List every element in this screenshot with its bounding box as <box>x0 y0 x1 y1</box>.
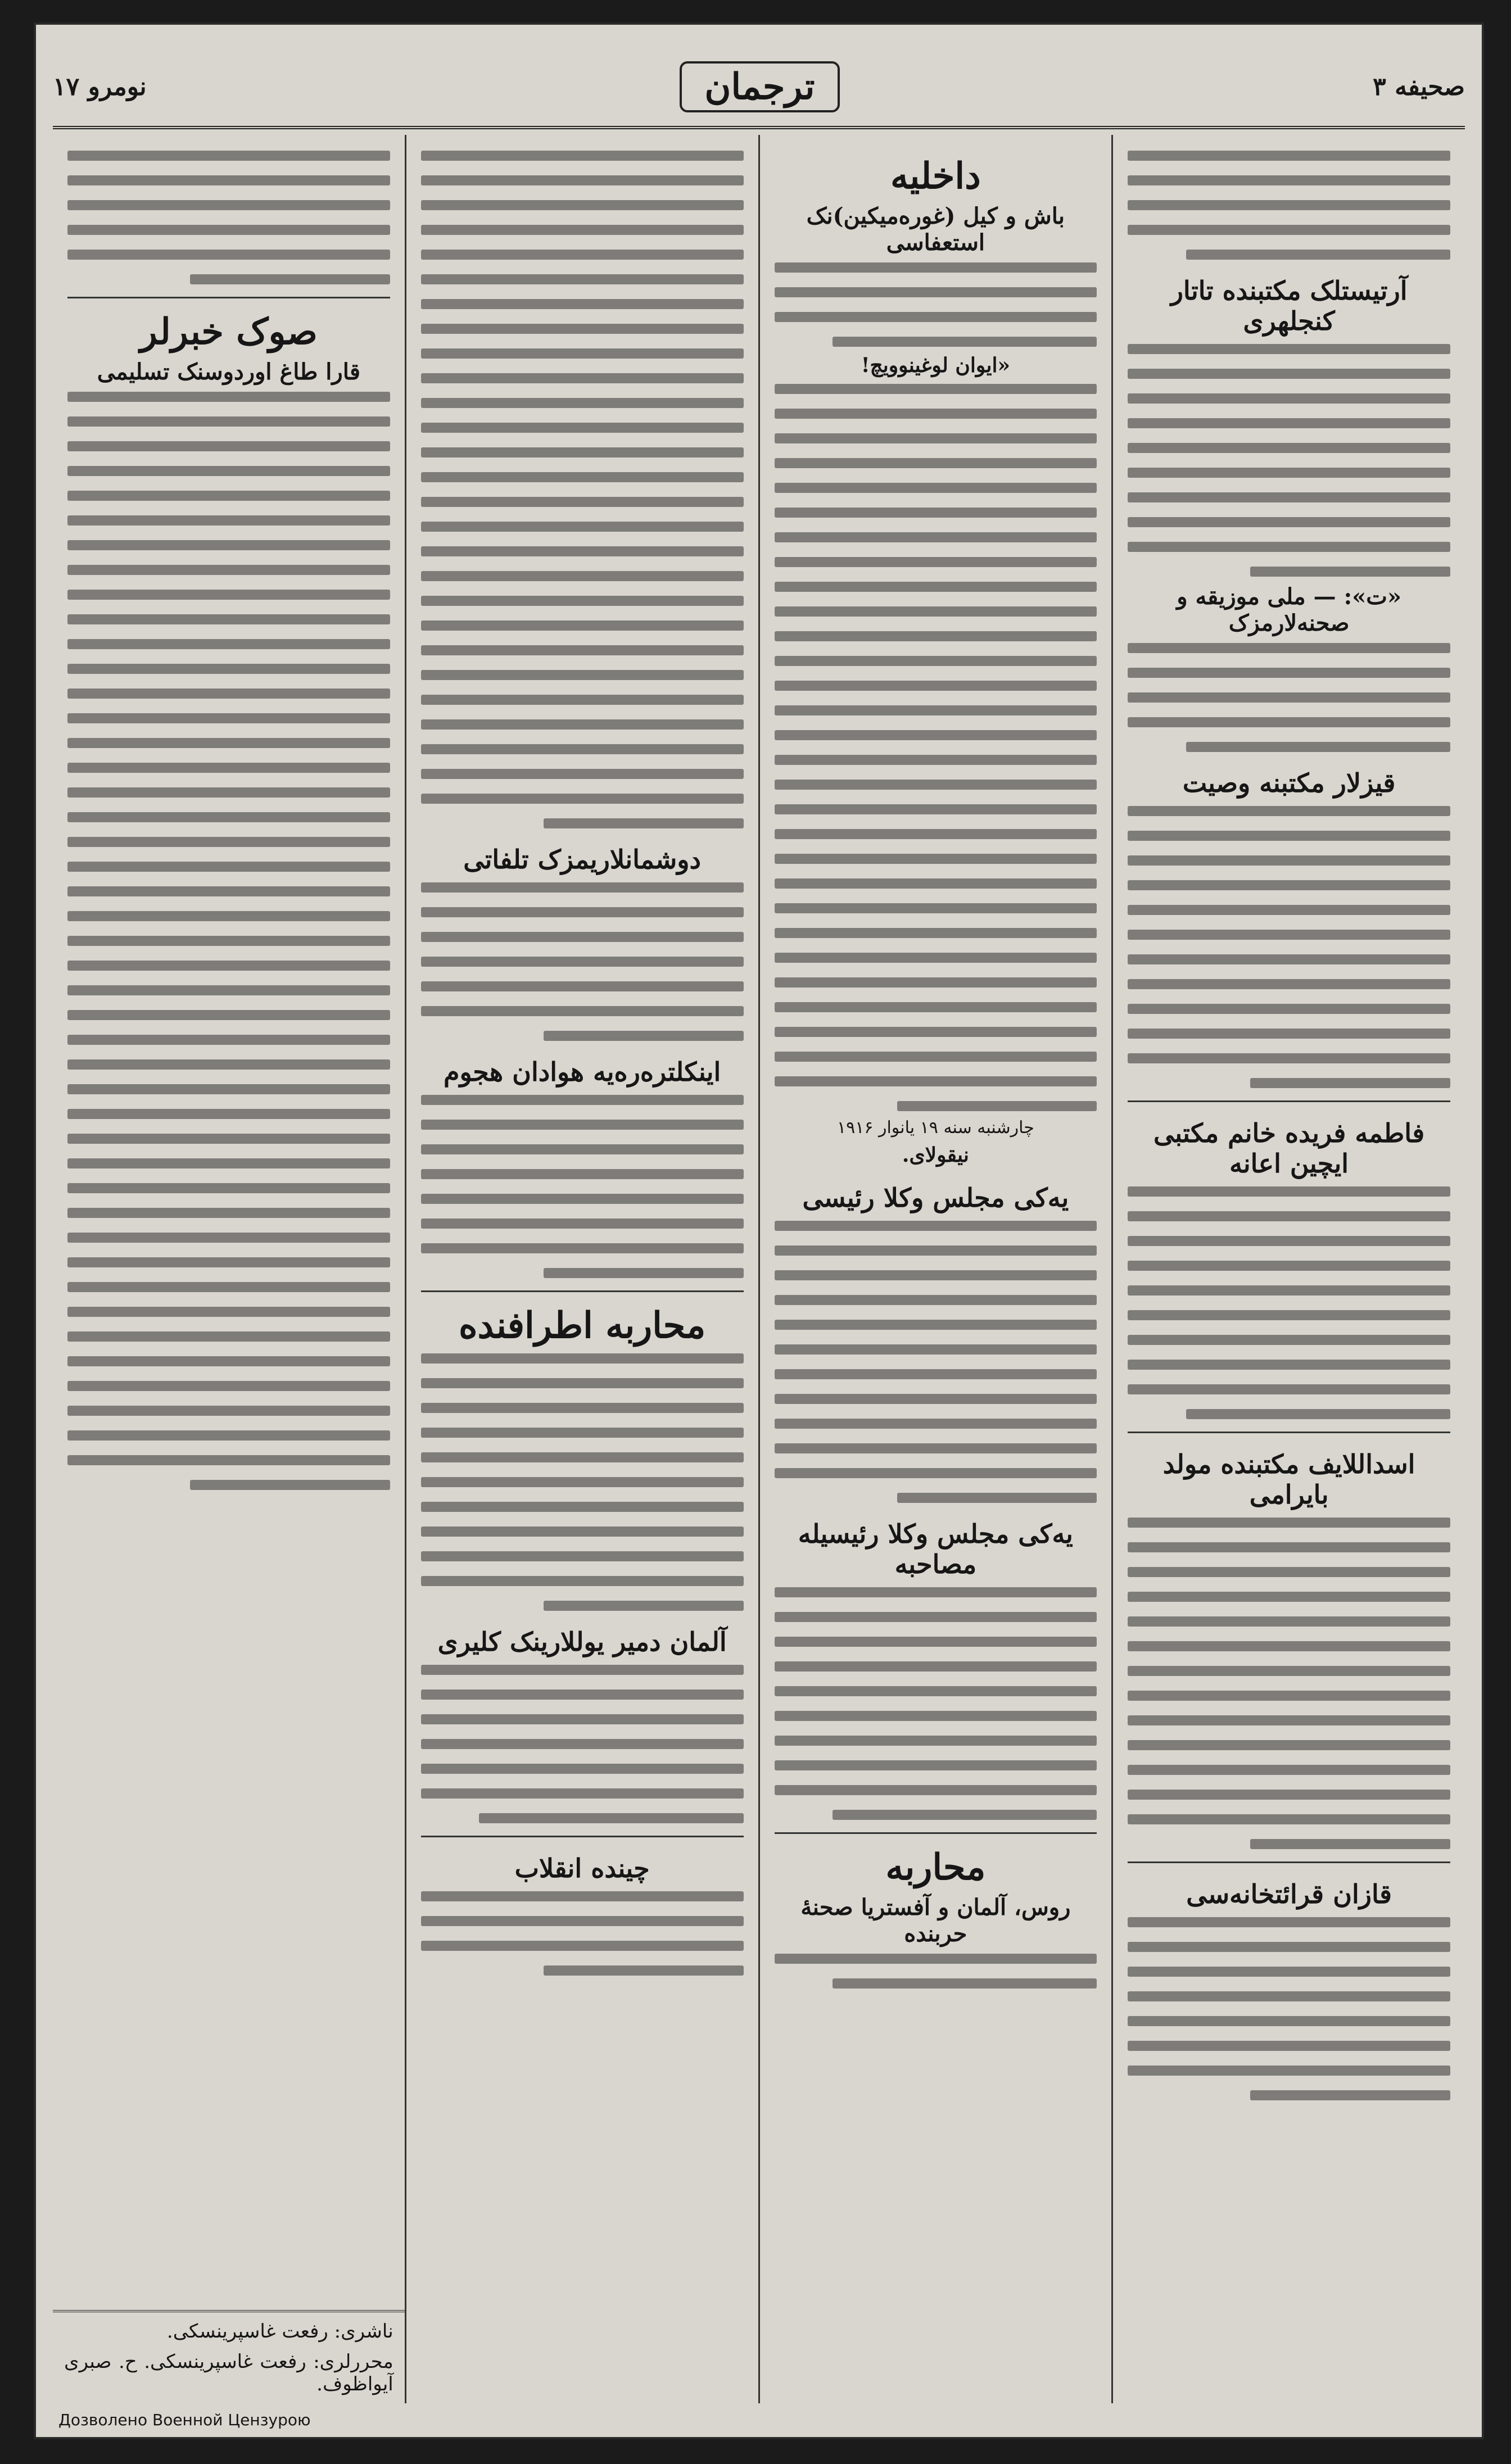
section-heading: صوک خبرلر <box>139 311 318 353</box>
publisher-name: رفعت غاسپرینسکی. <box>166 2320 328 2343</box>
article-text <box>1128 1518 1450 1849</box>
article-heading: اسداللایف مکتبنده مولد بایرامی <box>1162 1449 1415 1510</box>
section-heading: داخلیه <box>890 155 981 197</box>
section-heading: محاربه اطرافنده <box>459 1305 706 1347</box>
article-text <box>775 1954 1097 1989</box>
article-heading: دوشمانلاریمزک تلفاتی <box>463 844 701 875</box>
article-heading: چینده انقلاب <box>514 1853 650 1883</box>
article-heading: یه‌کی مجلس وکلا رئیسیله مصاحبه <box>798 1519 1073 1579</box>
article-text <box>421 151 744 828</box>
censorship-imprint: Дозволено Военной Цензурою <box>58 2411 311 2429</box>
column-1 <box>1111 135 1465 2403</box>
article-text <box>1128 643 1450 752</box>
article-heading: آلمان دمیر یوللارینک کلیری <box>437 1627 727 1657</box>
salutation: «ایوان لوغینوویچ! <box>861 354 1010 377</box>
column-2 <box>758 135 1112 2403</box>
signature: نیقولای. <box>902 1143 969 1167</box>
column-4 <box>53 135 405 2403</box>
article-heading: قیزلار مکتبنه وصیت <box>1182 768 1396 798</box>
divider <box>421 1290 744 1292</box>
editor-note: «ت»: — ملی موزیقه و صحنه‌لارمزک <box>1177 583 1401 636</box>
column-3 <box>405 135 758 2403</box>
article-heading: روس، آلمان و آفستریا صحنهٔ حربنده <box>800 1894 1071 1947</box>
article-text <box>421 1353 744 1611</box>
article-heading: قارا طاغ اوردوسنک تسلیمی <box>97 359 360 385</box>
newspaper-title: ترجمان <box>680 61 839 112</box>
editors-names: رفعت غاسپرینسکی. ح. صبری آیواظوف. <box>64 2350 393 2395</box>
article-text <box>775 262 1097 347</box>
article-heading: قازان قرائتخانه‌سی <box>1186 1879 1392 1909</box>
newspaper-page <box>34 22 1484 2439</box>
masthead <box>53 47 1465 129</box>
article-text <box>775 1587 1097 1820</box>
article-text <box>775 384 1097 1111</box>
article-text <box>775 1221 1097 1503</box>
editors-label: محررلری: <box>313 2350 393 2373</box>
divider <box>1128 1861 1450 1863</box>
article-text <box>1128 806 1450 1088</box>
article-heading: آرتیستلک مکتبنده تاتار کنجلهری <box>1170 275 1408 336</box>
section-heading: محاربه <box>885 1846 986 1888</box>
article-text <box>421 1665 744 1823</box>
issue-number: نومرو ۱۷ <box>53 72 147 101</box>
article-heading: فاطمه فریده خانم مکتبی ایچین اعانه <box>1153 1118 1425 1179</box>
article-text <box>67 151 390 284</box>
publisher-label: ناشری: <box>334 2320 393 2343</box>
article-heading: باش و کیل (غوره‌میکین)‌نک استعفاسی <box>806 203 1065 256</box>
columns <box>53 135 1465 2403</box>
article-text <box>421 1891 744 1976</box>
article-text <box>421 1095 744 1278</box>
article-text <box>1128 1186 1450 1419</box>
article-text <box>67 392 390 1490</box>
divider <box>1128 1100 1450 1102</box>
article-text <box>1128 151 1450 260</box>
divider <box>775 1832 1097 1834</box>
page-number: صحیفه ۳ <box>1373 72 1465 101</box>
article-text <box>1128 344 1450 577</box>
divider <box>67 297 390 298</box>
article-text <box>421 882 744 1041</box>
article-heading: یه‌کی مجلس وکلا رئیسی <box>802 1183 1069 1213</box>
staff-box <box>53 2310 405 2403</box>
letter-date: چارشنبه سنه ۱۹ یانوار ۱۹۱۶ <box>836 1118 1034 1138</box>
article-text <box>1128 1917 1450 2100</box>
article-heading: اینکلتره‌ره‌یه هوادان هجوم <box>443 1057 721 1087</box>
divider <box>421 1836 744 1837</box>
divider <box>1128 1432 1450 1433</box>
